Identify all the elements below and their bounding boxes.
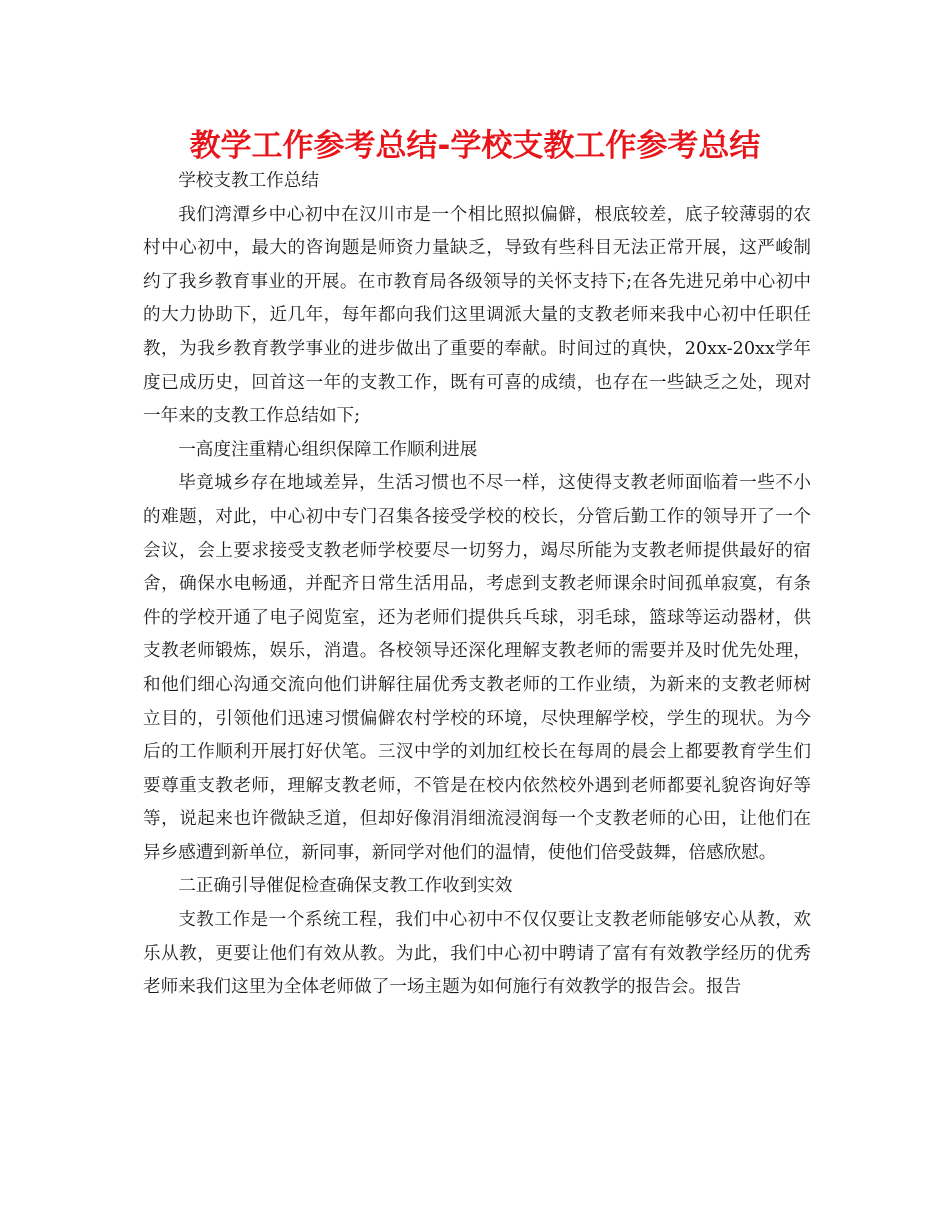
section-heading-1: 一高度注重精心组织保障工作顺利进展 <box>178 439 478 460</box>
paragraph-intro: 我们湾潭乡中心初中在汉川市是一个相比照拟偏僻，根底较差，底子较薄弱的农村中心初中，最大的咨询题是师资力量缺乏，导致有些科目无法正常开展，这严峻制约了我乡教育事业的开展。在市教育局各级领导的关怀支持下;在各先进兄弟中心初中的大力协助下，近几年，每年都向我们这里调派大量的支教老师来我中心初中任职任教，为我乡教育教学事业的进步做出了重要的奉献。时间过的真快，20xx-20xx学年度已成历史，回首这一年的支教工作，既有可喜的成绩，也存在一些缺乏之处，现对一年来的支教工作总结如下; <box>143 204 811 427</box>
paragraph-section-1: 毕竟城乡存在地域差异，生活习惯也不尽一样，这使得支教老师面临着一些不小的难题，对此，中心初中专门召集各接受学校的校长，分管后勤工作的领导开了一个会议，会上要求接受支教老师学校要尽一切努力，竭尽所能为支教老师提供最好的宿舍，确保水电畅通，并配齐日常生活用品，考虑到支教老师课余时间孤单寂寞，有条件的学校开通了电子阅览室，还为老师们提供兵乓球，羽毛球，篮球等运动器材，供支教老师锻炼，娱乐，消遣。各校领导还深化理解支教老师的需要并及时优先处理，和他们细心沟通交流向他们讲解往届优秀支教老师的工作业绩，为新来的支教老师树立目的，引领他们迅速习惯偏僻农村学校的环境，尽快理解学校，学生的现状。为今后的工作顺利开展打好伏笔。三汊中学的刘加红校长在每周的晨会上都要教育学生们要尊重支教老师，理解支教老师，不管是在校内依然校外遇到老师都要礼貌咨询好等等，说起来也许微缺乏道，但却好像涓涓细流浸润每一个支教老师的心田，让他们在异乡感遭到新单位，新同事，新同学对他们的温情，使他们倍受鼓舞，倍感欣慰。 <box>143 473 811 863</box>
section-heading-2: 二正确引导催促检查确保支教工作收到实效 <box>178 876 513 897</box>
document-body <box>143 165 811 1005</box>
paragraph-subtitle: 学校支教工作总结 <box>178 171 319 191</box>
paragraph-section-2: 支教工作是一个系统工程，我们中心初中不仅仅要让支教老师能够安心从教，欢乐从教，更要让他们有效从教。为此，我们中心初中聘请了富有有效教学经历的优秀老师来我们这里为全体老师做了一场主题为如何施行有效教学的报告会。报告 <box>143 910 811 998</box>
document-title: 教学工作参考总结-学校支教工作参考总结 <box>189 128 761 164</box>
